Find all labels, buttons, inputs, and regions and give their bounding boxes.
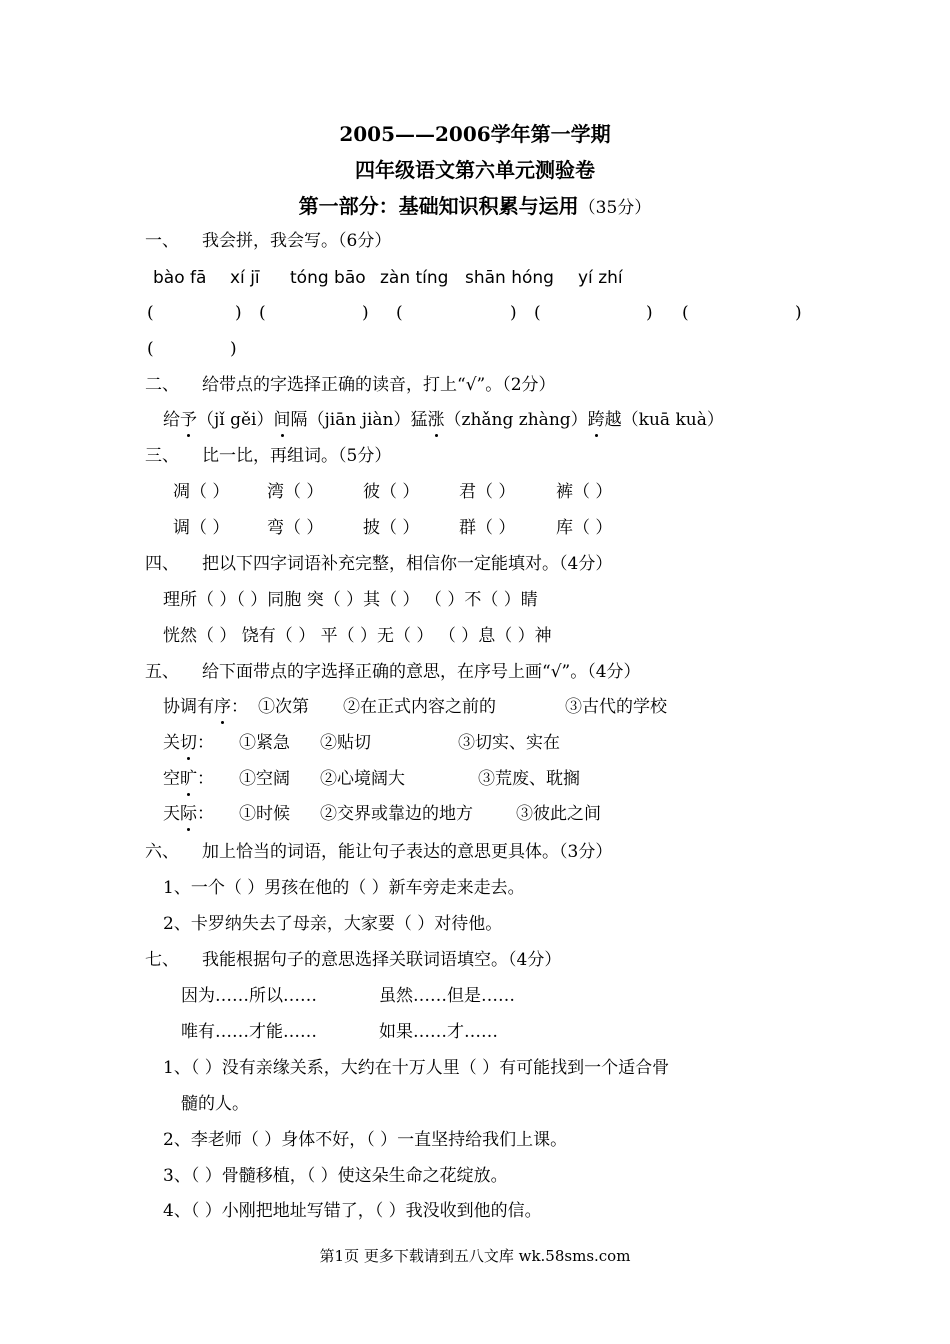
answer-box-5-open: ( bbox=[682, 303, 689, 323]
dotted-char: 切 bbox=[180, 733, 197, 753]
dotted-char: 涨 bbox=[427, 410, 445, 430]
word-pair-cell: 君（ ） bbox=[459, 482, 516, 502]
q7-sentence-3: 3、（ ）骨髓移植，（ ）使这朵生命之花绽放。 bbox=[163, 1166, 508, 1186]
answer-box-6-close: ) bbox=[230, 339, 237, 359]
q4-label: 四、 bbox=[145, 554, 179, 574]
q5-option-3: ③荒废、耽搁 bbox=[478, 769, 580, 789]
word-pair-cell: 披（ ） bbox=[363, 518, 420, 538]
answer-box-1-open: ( bbox=[147, 303, 154, 323]
q7-word-1: 因为……所以…… bbox=[181, 986, 317, 1006]
word-pair-cell: 湾（ ） bbox=[267, 482, 324, 502]
q2-label: 二、 bbox=[145, 375, 179, 395]
q5-option-1: ①空阔 bbox=[239, 769, 290, 789]
word-pair-cell: 凋（ ） bbox=[173, 482, 230, 502]
word-pair-cell: 裤（ ） bbox=[556, 482, 613, 502]
dotted-char: 予 bbox=[180, 410, 197, 430]
q7-label: 七、 bbox=[145, 950, 179, 970]
dotted-char: 序 bbox=[214, 697, 231, 717]
dotted-char: 间 bbox=[273, 410, 291, 430]
q7-word-3: 唯有……才能…… bbox=[181, 1022, 317, 1042]
q5-option-1: ①紧急 bbox=[239, 733, 290, 753]
answer-box-3-open: ( bbox=[396, 303, 403, 323]
answer-box-4-close: ) bbox=[646, 303, 653, 323]
q7-sentence-1: 1、（ ）没有亲缘关系，大约在十万人里（ ）有可能找到一个适合骨 bbox=[163, 1058, 670, 1078]
pinyin-2: xí jī bbox=[230, 268, 260, 288]
q5-term: 空旷： bbox=[163, 769, 214, 789]
q2-item-3: 猛涨（zhǎng zhàng） bbox=[410, 410, 588, 430]
dotted-char: 旷 bbox=[180, 769, 197, 789]
word-pair-cell: 弯（ ） bbox=[267, 518, 324, 538]
title-exam: 四年级语文第六单元测验卷 bbox=[355, 158, 595, 182]
page-footer: 第1页 更多下载请到五八文库 wk.58sms.com bbox=[319, 1247, 631, 1265]
pinyin-4: zàn tíng bbox=[380, 268, 449, 288]
q5-term: 协调有序： bbox=[163, 697, 248, 717]
q6-sentence-1: 1、一个（ ）男孩在他的（ ）新车旁走来走去。 bbox=[163, 878, 525, 898]
word-pair-cell: 群（ ） bbox=[459, 518, 516, 538]
q4-row-2: 恍然（ ） 饶有（ ） 平（ ）无（ ） （ ）息（ ）神 bbox=[163, 626, 552, 646]
q2-item-1: 给予（jǐ gěi） bbox=[163, 410, 274, 430]
q1-label: 一、 bbox=[145, 231, 179, 251]
answer-box-1-close: ) bbox=[235, 303, 242, 323]
word-pair-cell: 调（ ） bbox=[173, 518, 230, 538]
q5-term: 天际： bbox=[163, 804, 214, 824]
q1-text: 我会拼，我会写。（6分） bbox=[202, 231, 392, 251]
q7-word-2: 虽然……但是…… bbox=[379, 986, 515, 1006]
q7-sentence-2: 2、李老师（ ）身体不好，（ ）一直坚持给我们上课。 bbox=[163, 1130, 568, 1150]
q2-text: 给带点的字选择正确的读音，打上“√”。（2分） bbox=[202, 375, 556, 395]
q5-text: 给下面带点的字选择正确的意思，在序号上画“√”。（4分） bbox=[202, 662, 641, 682]
answer-box-2-open: ( bbox=[259, 303, 266, 323]
answer-box-2-close: ) bbox=[362, 303, 369, 323]
q5-option-3: ③古代的学校 bbox=[565, 697, 667, 717]
word-pair-cell: 彼（ ） bbox=[363, 482, 420, 502]
q5-option-3: ③彼此之间 bbox=[516, 804, 601, 824]
part-heading bbox=[0, 193, 950, 221]
dotted-char: 跨 bbox=[587, 410, 605, 430]
answer-box-5-close: ) bbox=[795, 303, 802, 323]
q6-sentence-2: 2、卡罗纳失去了母亲，大家要（ ）对待他。 bbox=[163, 914, 503, 934]
pinyin-3: tóng bāo bbox=[290, 268, 366, 288]
pinyin-5: shān hóng bbox=[465, 268, 554, 288]
part-heading-score: （35分） bbox=[578, 198, 652, 218]
q7-text: 我能根据句子的意思选择关联词语填空。（4分） bbox=[202, 950, 562, 970]
q5-term: 关切： bbox=[163, 733, 214, 753]
q2-item-2: 间隔（jiān jiàn） bbox=[273, 410, 411, 430]
q5-option-1: ①次第 bbox=[258, 697, 309, 717]
pinyin-1: bào fā bbox=[153, 268, 207, 288]
pinyin-6: yí zhí bbox=[578, 268, 623, 288]
q6-text: 加上恰当的词语，能让句子表达的意思更具体。（3分） bbox=[202, 842, 613, 862]
word-pair-cell: 库（ ） bbox=[556, 518, 613, 538]
q7-word-4: 如果……才…… bbox=[379, 1022, 498, 1042]
q5-option-2: ②贴切 bbox=[320, 733, 371, 753]
q5-option-1: ①时候 bbox=[239, 804, 290, 824]
answer-box-4-open: ( bbox=[534, 303, 541, 323]
q5-option-3: ③切实、实在 bbox=[458, 733, 560, 753]
q2-items bbox=[163, 409, 724, 431]
q3-label: 三、 bbox=[145, 446, 179, 466]
q7-sentence-1-cont: 髓的人。 bbox=[181, 1094, 249, 1114]
q3-text: 比一比，再组词。（5分） bbox=[202, 446, 392, 466]
dotted-char: 际 bbox=[180, 804, 197, 824]
answer-box-6-open: ( bbox=[147, 339, 154, 359]
q7-sentence-4: 4、（ ）小刚把地址写错了，（ ）我没收到他的信。 bbox=[163, 1201, 542, 1221]
q4-text: 把以下四字词语补充完整，相信你一定能填对。（4分） bbox=[202, 554, 613, 574]
answer-box-3-close: ) bbox=[510, 303, 517, 323]
q4-row-1: 理所（ ）（ ）同胞 突（ ）其（ ） （ ）不（ ）睛 bbox=[163, 590, 538, 610]
q2-item-4: 跨越（kuā kuà） bbox=[587, 410, 724, 430]
q6-label: 六、 bbox=[145, 842, 179, 862]
q5-label: 五、 bbox=[145, 662, 179, 682]
q5-option-2: ②交界或靠边的地方 bbox=[320, 804, 473, 824]
title-year: 2005——2006学年第一学期 bbox=[339, 122, 611, 146]
part-heading-text: 第一部分：基础知识积累与运用 bbox=[298, 194, 579, 218]
q5-option-2: ②心境阔大 bbox=[320, 769, 405, 789]
q5-option-2: ②在正式内容之前的 bbox=[343, 697, 496, 717]
